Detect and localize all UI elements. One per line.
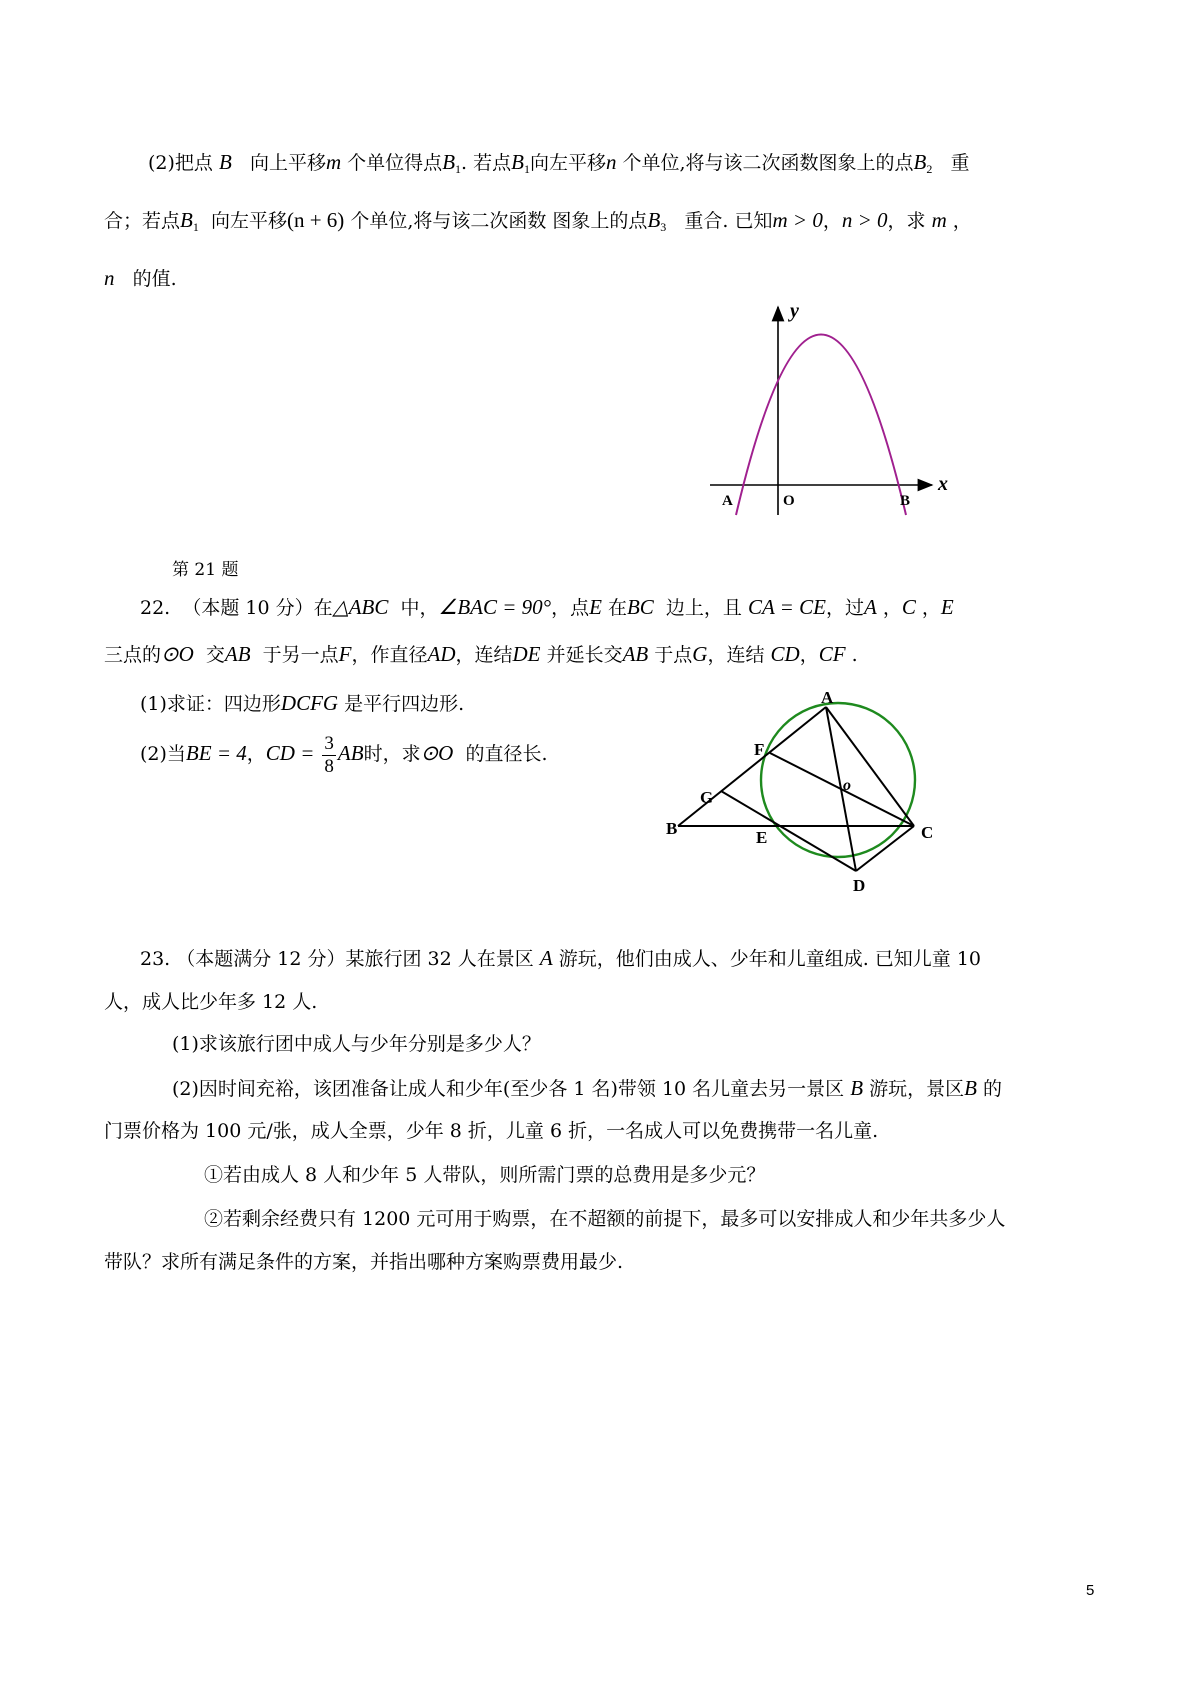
label-B: B bbox=[666, 819, 678, 838]
circle-O: ⊙O bbox=[420, 741, 454, 765]
text: ，连结 bbox=[455, 644, 513, 666]
q21-part2-line2 bbox=[104, 206, 972, 241]
expr-n-plus-6: (n + 6) bbox=[286, 208, 345, 232]
text: (2)因时间充裕，该团准备让成人和少年(至少各 1 名)带领 10 名儿童去另一景区 bbox=[172, 1078, 845, 1100]
q21-part2-line3 bbox=[104, 264, 177, 293]
text: ，连结 bbox=[707, 644, 765, 666]
var-n: n bbox=[104, 266, 115, 290]
seg-AB: AB bbox=[622, 642, 649, 666]
var-A: A bbox=[863, 595, 877, 619]
triangle-ABC: △ABC bbox=[332, 595, 389, 619]
var-m: m bbox=[931, 208, 947, 232]
label-C: C bbox=[921, 823, 934, 842]
seg-BC: BC bbox=[626, 595, 654, 619]
text: 向左平移 bbox=[210, 210, 287, 232]
parabola-graph bbox=[700, 295, 970, 525]
question-number: 22. bbox=[140, 597, 171, 619]
var-B1: $B_1$ bbox=[511, 150, 530, 176]
q23-line2: 人，成人比少年多 12 人. bbox=[104, 991, 318, 1013]
text: 向上平移 bbox=[249, 152, 326, 174]
var-B: B bbox=[850, 1076, 864, 1100]
seg-GD bbox=[721, 791, 856, 871]
eq-BE: BE = 4 bbox=[185, 741, 247, 765]
text: 23. （本题满分 12 分）某旅行团 32 人在景区 bbox=[140, 948, 534, 970]
q22-part2 bbox=[140, 730, 547, 778]
x-axis-label: x bbox=[938, 473, 948, 495]
eq-CA-CE: CA = CE bbox=[747, 595, 826, 619]
figure-caption-21: 第 21 题 bbox=[172, 560, 239, 580]
text: 中， bbox=[400, 597, 439, 619]
cond-m: m > 0 bbox=[772, 208, 823, 232]
text: 个单位得点 bbox=[347, 152, 443, 174]
var-C: C bbox=[901, 595, 916, 619]
seg-AB bbox=[678, 707, 826, 826]
text: 的值. bbox=[132, 268, 177, 290]
q23-line1 bbox=[140, 944, 981, 973]
text: 向左平移 bbox=[529, 152, 606, 174]
text: 三点的 bbox=[104, 644, 162, 666]
text: 合；若点 bbox=[104, 210, 181, 232]
q23-part1: (1)求该旅行团中成人与少年分别是多少人？ bbox=[172, 1033, 541, 1055]
parabola-curve bbox=[736, 335, 906, 516]
text: (2)当 bbox=[140, 743, 186, 765]
var-E: E bbox=[940, 595, 954, 619]
text: 个单位,将与该二次函数图象上的点 bbox=[622, 152, 914, 174]
var-B1: $B_1$ bbox=[442, 150, 462, 176]
text: ， bbox=[822, 210, 842, 232]
text: ， bbox=[952, 210, 972, 232]
label-A: A bbox=[821, 688, 834, 707]
q23-sub2-line2: 带队？求所有满足条件的方案，并指出哪种方案购票费用最少. bbox=[104, 1251, 624, 1273]
angle-BAC: ∠BAC = 90° bbox=[438, 595, 552, 619]
q22-part1 bbox=[140, 689, 464, 718]
seg-CF bbox=[770, 753, 914, 826]
label-F: F bbox=[754, 740, 765, 759]
text: 交 bbox=[205, 644, 225, 666]
text: 时，求 bbox=[363, 743, 421, 765]
text: 的 bbox=[982, 1078, 1002, 1100]
point-A-label: A bbox=[722, 493, 733, 509]
seg-AB: AB bbox=[337, 741, 364, 765]
var-E: E bbox=[589, 595, 602, 619]
circle-geometry-figure bbox=[650, 685, 970, 900]
q23-sub1: ①若由成人 8 人和少年 5 人带队，则所需门票的总费用是多少元？ bbox=[204, 1164, 766, 1186]
text: . 若点 bbox=[461, 152, 512, 174]
text: 重合. 已知 bbox=[684, 210, 773, 232]
text: 并延长交 bbox=[546, 644, 623, 666]
var-B1: $B_1$ bbox=[180, 208, 199, 234]
text: ，过 bbox=[825, 597, 864, 619]
text: (1)求证：四边形 bbox=[140, 693, 281, 715]
var-G: G bbox=[692, 642, 708, 666]
var-B2: $B_2$ bbox=[913, 150, 933, 176]
text: 在 bbox=[607, 597, 627, 619]
q22-line1 bbox=[140, 593, 954, 622]
y-axis-label: y bbox=[790, 300, 799, 322]
q23-sub2-line1: ②若剩余经费只有 1200 元可用于购票，在不超额的前提下，最多可以安排成人和少年共多少人 bbox=[204, 1208, 1006, 1230]
text: ，作直径 bbox=[351, 644, 428, 666]
part-label: (2) bbox=[148, 152, 175, 174]
text: 于点 bbox=[654, 644, 693, 666]
text: . bbox=[851, 644, 858, 666]
circle-O bbox=[761, 703, 915, 857]
circle-O: ⊙O bbox=[161, 642, 194, 666]
seg-CD bbox=[856, 826, 914, 871]
label-D: D bbox=[853, 876, 866, 895]
var-n: n bbox=[605, 150, 617, 174]
seg-AB: AB bbox=[224, 642, 251, 666]
text: 把点 bbox=[174, 152, 213, 174]
var-B: B bbox=[964, 1076, 977, 1100]
label-O: o bbox=[843, 777, 851, 794]
text: ， bbox=[921, 597, 941, 619]
text: 个单位,将与该二次函数 图象上的点 bbox=[350, 210, 648, 232]
var-m: m bbox=[325, 150, 342, 174]
text: 边上，且 bbox=[665, 597, 742, 619]
label-E: E bbox=[756, 828, 768, 847]
var-A: A bbox=[539, 946, 553, 970]
fraction-3-8: $\frac{3}{8}$ bbox=[324, 732, 334, 777]
text: ， bbox=[882, 597, 902, 619]
text: 是平行四边形. bbox=[344, 693, 465, 715]
eq-CD: CD = bbox=[265, 741, 315, 765]
text: ，点 bbox=[551, 597, 590, 619]
q21-part2-line1 bbox=[148, 148, 970, 183]
q22-line2 bbox=[104, 640, 858, 669]
seg-AC bbox=[826, 707, 914, 826]
text: 的直径长. bbox=[465, 743, 548, 765]
var-F: F bbox=[338, 642, 352, 666]
point-B-label: B bbox=[900, 493, 911, 509]
text: 游玩，景区 bbox=[869, 1078, 965, 1100]
text: 于另一点 bbox=[262, 644, 339, 666]
seg-CD: CD bbox=[770, 642, 800, 666]
quad-DCFG: DCFG bbox=[280, 691, 339, 715]
text: 重 bbox=[950, 152, 970, 174]
var-B3: $B_3$ bbox=[647, 208, 667, 234]
text: ， bbox=[799, 644, 819, 666]
cond-n: n > 0 bbox=[841, 208, 888, 232]
seg-AD: AD bbox=[427, 642, 456, 666]
text: （本题 10 分）在 bbox=[182, 597, 333, 619]
text: 游玩，他们由成人、少年和儿童组成. 已知儿童 10 bbox=[558, 948, 981, 970]
label-G: G bbox=[700, 788, 714, 807]
q23-part2-line1 bbox=[172, 1074, 1002, 1103]
var-B: B bbox=[218, 150, 232, 174]
text: ， bbox=[246, 743, 266, 765]
origin-label: O bbox=[783, 493, 795, 509]
seg-DE: DE bbox=[512, 642, 541, 666]
page-number: 5 bbox=[1086, 1582, 1095, 1599]
text: ，求 bbox=[887, 210, 926, 232]
q23-part2-line2: 门票价格为 100 元/张，成人全票，少年 8 折，儿童 6 折，一名成人可以免费携带一名儿童. bbox=[104, 1120, 879, 1142]
seg-CF: CF bbox=[818, 642, 846, 666]
